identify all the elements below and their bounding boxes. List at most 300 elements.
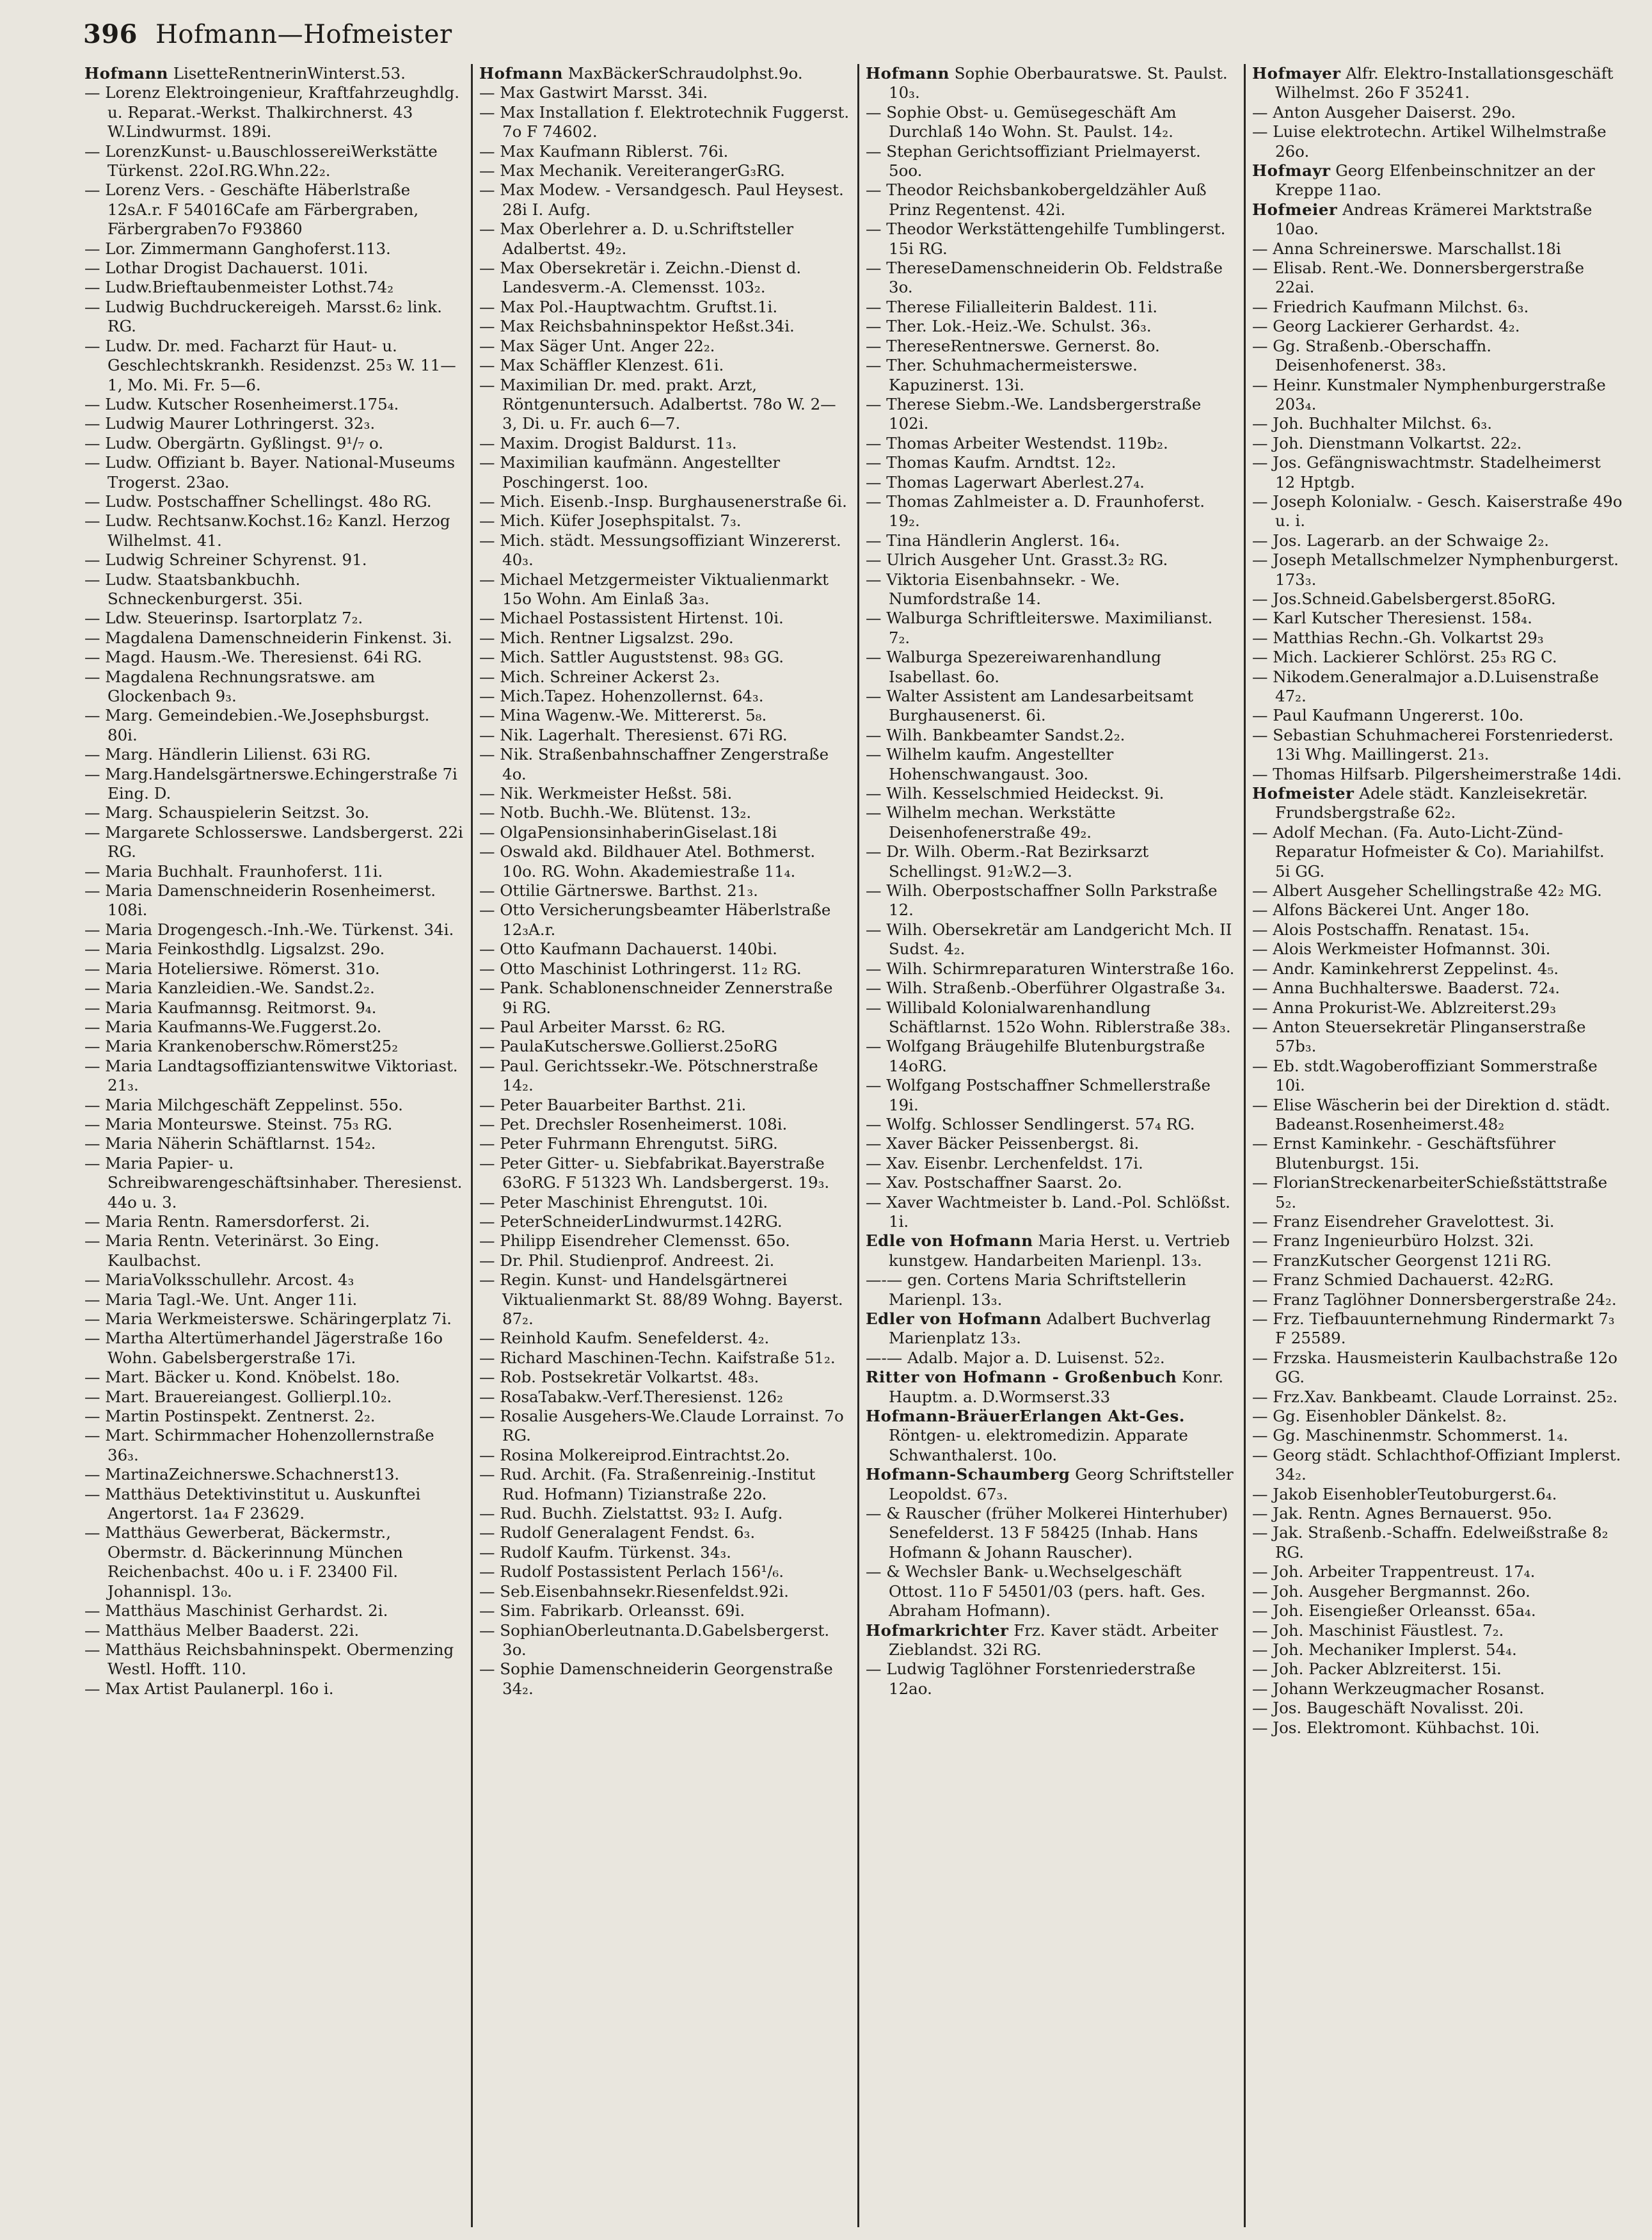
directory-entry (866, 570, 1236, 609)
directory-entry (1252, 1309, 1624, 1348)
directory-entry (84, 1212, 463, 1231)
directory-entry (1252, 122, 1624, 161)
directory-entry (479, 979, 850, 1018)
entry-text: — Mich. Sattler Auguststenst. 98₃ GG. (479, 648, 784, 667)
directory-entry (479, 83, 850, 102)
entry-text: — Richard Maschinen-Techn. Kaifstraße 51₂. (479, 1348, 836, 1367)
entry-text: — Ludw.Brieftaubenmeister Lothst.74₂ (84, 278, 394, 297)
entry-text: — Rosalie Ausgehers-We.Claude Lorrainst. 7o RG. (479, 1407, 844, 1445)
entry-text: — Pet. Drechsler Rosenheimerst. 108i. (479, 1114, 788, 1133)
entry-text: — Wilh. Kesselschmied Heideckst. 9i. (866, 784, 1164, 803)
surname-heading: Hofmayr (1252, 161, 1331, 180)
directory-entry (479, 64, 850, 83)
directory-entry (84, 648, 463, 667)
entry-text: — Maria Monteurswe. Steinst. 75₃ RG. (84, 1114, 393, 1133)
directory-entry (84, 434, 463, 453)
directory-entry (1252, 765, 1624, 784)
directory-entry (866, 1231, 1236, 1270)
directory-entry (1252, 900, 1624, 920)
directory-entry (866, 920, 1236, 959)
directory-entry (479, 570, 850, 609)
directory-entry (1252, 259, 1624, 298)
directory-entry (479, 648, 850, 667)
directory-entry (1252, 628, 1624, 648)
entry-text: — Ludwig Schreiner Schyrenst. 91. (84, 550, 367, 570)
entry-text: — Walburga Schriftleiterswe. Maximilianst. 7₂. (866, 609, 1213, 647)
entry-text: — Wolfg. Schlosser Sendlingerst. 57₄ RG. (866, 1114, 1195, 1133)
entry-text: — Theodor Reichsbankobergeldzähler Auß Prinz Regentenst. 42i. (866, 180, 1207, 219)
entry-text: — Heinr. Kunstmaler Nymphenburgerstraße 203₄. (1252, 375, 1606, 413)
entry-text: — Mich. städt. Messungsoffiziant Winzererst. 40₃. (479, 531, 841, 570)
entry-text: — Matthäus Maschinist Gerhardst. 2i. (84, 1601, 388, 1620)
entry-text: — Xaver Wachtmeister b. Land.-Pol. Schlößst. 1i. (866, 1192, 1230, 1231)
directory-entry (479, 784, 850, 803)
directory-entry (866, 1621, 1236, 1660)
running-title: Hofmann—Hofmeister (155, 20, 452, 49)
directory-entry (1252, 337, 1624, 376)
directory-entry (84, 395, 463, 414)
directory-entry (479, 259, 850, 298)
entry-text: — Mich. Schreiner Ackerst 2₃. (479, 667, 720, 686)
directory-entry (1252, 434, 1624, 453)
directory-entry (1252, 1270, 1624, 1290)
entry-text: — Mich. Lackierer Schlörst. 25₃ RG C. (1252, 648, 1557, 667)
entry-text: — Jak. Straßenb.-Schaffn. Edelweißstraße 8₂ RG. (1252, 1523, 1608, 1562)
entry-text: — Lorenz Vers. - Geschäfte Häberlstraße 12sA.r. F 54016Cafe am Färbergraben, Färbergraben7o F93860 (84, 180, 419, 239)
entry-text: — Seb.Eisenbahnsekr.Riesenfeldst.92i. (479, 1581, 789, 1601)
entry-text: — Ludw. Staatsbankbuchh. Schneckenburgerst. 35i. (84, 570, 303, 608)
entry-text: — Wilh. Oberpostschaffner Solln Parkstraße 12. (866, 881, 1218, 920)
directory-entry (866, 298, 1236, 317)
entry-text: Frz. Kaver städt. Arbeiter Zieblandst. 32i RG. (889, 1620, 1218, 1659)
directory-entry (479, 434, 850, 453)
entry-text: — Eb. stdt.Wagoberoffiziant Sommerstraße 10i. (1252, 1056, 1598, 1095)
entry-text: — Adolf Mechan. (Fa. Auto-Licht-Zünd-Reparatur Hofmeister & Co). Mariahilfst. 5i GG. (1252, 822, 1605, 881)
entry-text: — Matthäus Detektivinstitut u. Auskunftei Angertorst. 1a₄ F 23629. (84, 1484, 421, 1523)
entry-text: — Joh. Arbeiter Trappentreust. 17₄. (1252, 1562, 1536, 1581)
directory-entry (866, 103, 1236, 142)
directory-entry (866, 356, 1236, 395)
surname-heading: Hofmann (479, 64, 563, 83)
entry-text: — & Rauscher (früher Molkerei Hinterhuber) Senefelderst. 13 F 58425 (Inhab. Hans Hofmann & Johann Rauscher). (866, 1504, 1228, 1562)
entry-text: — Joh. Mechaniker Implerst. 54₄. (1252, 1640, 1517, 1659)
entry-text: — Maria Rentn. Veterinärst. 3o Eing. Kaulbachst. (84, 1231, 379, 1270)
directory-entry (479, 1115, 850, 1134)
entry-text: — Anna Buchhalterswe. Baaderst. 72₄. (1252, 979, 1561, 998)
entry-text: — Joh. Maschinist Fäustlest. 7₂. (1252, 1620, 1504, 1640)
directory-entry (866, 1348, 1236, 1368)
entry-text: — Rud. Archit. (Fa. Straßenreinig.-Institut Rud. Hofmann) Tizianstraße 22o. (479, 1465, 816, 1503)
directory-entry (479, 1388, 850, 1407)
entry-text: — Thomas Hilfsarb. Pilgersheimerstraße 14di. (1252, 764, 1622, 783)
entry-text: — Wilhelm kaufm. Angestellter Hohenschwangaust. 3oo. (866, 745, 1114, 783)
directory-entry (1252, 492, 1624, 531)
entry-text: — Oswald akd. Bildhauer Atel. Bothmerst. 10o. RG. Wohn. Akademiestraße 11₄. (479, 842, 816, 881)
directory-entry (479, 1562, 850, 1581)
entry-text: — Gg. Eisenhobler Dänkelst. 8₂. (1252, 1407, 1507, 1426)
entry-text: — Otto Kaufmann Dachauerst. 140bi. (479, 940, 777, 959)
directory-entry (479, 1096, 850, 1115)
directory-entry (1252, 1426, 1624, 1445)
directory-entry (479, 1504, 850, 1523)
surname-heading: Hofmeister (1252, 784, 1354, 803)
entry-text: — Ludw. Obergärtn. Gyßlingst. 9¹/₇ o. (84, 433, 384, 452)
directory-entry (1252, 1485, 1624, 1504)
directory-entry (479, 298, 850, 317)
directory-entry (866, 1270, 1236, 1309)
directory-entry (84, 1037, 463, 1056)
entry-text: — Walter Assistent am Landesarbeitsamt Burghausenerst. 6i. (866, 687, 1194, 725)
directory-entry (1252, 1096, 1624, 1135)
entry-text: — Georg städt. Schlachthof-Offiziant Implerst. 34₂. (1252, 1445, 1621, 1484)
entry-text: — Georg Lackierer Gerhardst. 4₂. (1252, 317, 1520, 336)
entry-text: — Peter Maschinist Ehrengutst. 10i. (479, 1192, 768, 1212)
directory-entry (1252, 103, 1624, 122)
directory-entry (479, 1154, 850, 1193)
entry-text: — Mina Wagenw.-We. Mittererst. 5₈. (479, 706, 767, 725)
directory-entry (479, 1212, 850, 1231)
directory-entry (479, 1018, 850, 1037)
entry-text: — Matthäus Reichsbahninspekt. Obermenzing Westl. Hofft. 110. (84, 1640, 454, 1679)
entry-text: — Ludwig Taglöhner Forstenriederstraße 12ao. (866, 1660, 1196, 1698)
directory-entry (479, 1543, 850, 1562)
entry-text: — Mich.Tapez. Hohenzollernst. 64₃. (479, 687, 764, 705)
entry-text: — Maria Tagl.-We. Unt. Anger 11i. (84, 1290, 358, 1309)
entry-text: MaxBäckerSchraudolphst.9o. (568, 64, 803, 83)
entry-text: — SophianOberleutnanta.D.Gabelsbergerst. 3o. (479, 1620, 830, 1659)
directory-entry (84, 1329, 463, 1368)
directory-entry (479, 337, 850, 356)
entry-text: — Margarete Schlosserswe. Landsbergerst. 22i RG. (84, 822, 463, 861)
directory-entry (479, 356, 850, 375)
entry-text: — Max Schäffler Klenzest. 61i. (479, 356, 724, 375)
directory-entry (866, 1037, 1236, 1076)
directory-entry (84, 1096, 463, 1115)
entry-text: — Max Säger Unt. Anger 22₂. (479, 336, 715, 355)
directory-entry (1252, 1718, 1624, 1738)
directory-entry (1252, 64, 1624, 103)
directory-entry (479, 959, 850, 979)
entry-text: Georg Schriftsteller Leopoldst. 67₃. (889, 1465, 1234, 1503)
directory-entry (866, 998, 1236, 1037)
entry-text: — Xav. Eisenbr. Lerchenfeldst. 17i. (866, 1153, 1143, 1172)
directory-entry (84, 706, 463, 745)
entry-text: — Jakob EisenhoblerTeutoburgerst.6₄. (1252, 1484, 1557, 1503)
directory-entry (866, 434, 1236, 453)
directory-entry (1252, 1348, 1624, 1388)
directory-entry (866, 64, 1236, 103)
directory-entry (84, 745, 463, 764)
entry-text: — Nikodem.Generalmajor a.D.Luisenstraße 47₂. (1252, 667, 1599, 705)
entry-text: — Sim. Fabrikarb. Orleansst. 69i. (479, 1601, 745, 1620)
directory-entry (84, 1523, 463, 1601)
directory-entry (866, 803, 1236, 842)
directory-entry (84, 668, 463, 707)
entry-text: — Thomas Arbeiter Westendst. 119b₂. (866, 433, 1168, 452)
directory-entry (479, 531, 850, 570)
entry-text: — Rosina Molkereiprod.Eintrachtst.2o. (479, 1445, 790, 1464)
directory-entry (479, 881, 850, 900)
directory-entry (866, 550, 1236, 570)
directory-entry (84, 511, 463, 550)
entry-text: — Thomas Lagerwart Aberlest.27₄. (866, 472, 1145, 492)
directory-entry (866, 745, 1236, 784)
directory-entry (1252, 550, 1624, 589)
entry-text: — Magdalena Rechnungsratswe. am Glockenbach 9₃. (84, 667, 376, 705)
entry-text: —-— Adalb. Major a. D. Luisenst. 52₂. (866, 1348, 1165, 1367)
entry-text: — Rud. Buchh. Zielstattst. 93₂ I. Aufg. (479, 1504, 783, 1523)
directory-entry (84, 1621, 463, 1640)
entry-text: — Maxim. Drogist Baldurst. 11₃. (479, 433, 737, 452)
directory-entry (866, 531, 1236, 550)
directory-entry (84, 959, 463, 979)
entry-text: — Maria Landtagsoffiziantenswitwe Viktoriast. 21₃. (84, 1056, 458, 1095)
entry-text: — MariaVolksschullehr. Arcost. 4₃ (84, 1270, 354, 1290)
directory-entry (84, 1134, 463, 1153)
directory-entry (479, 376, 850, 434)
directory-entry (866, 609, 1236, 648)
directory-column (1244, 64, 1632, 2227)
directory-entry (84, 862, 463, 881)
entry-text: — LorenzKunst- u.BauschlossereiWerkstätte Türkenst. 22oI.RG.Whn.22₂. (84, 141, 438, 180)
entry-text: — Jak. Rentn. Agnes Bernauerst. 95o. (1252, 1504, 1552, 1523)
directory-entry (479, 668, 850, 687)
entry-text: — Marg. Gemeindebien.-We.Josephsburgst. 80i. (84, 706, 430, 744)
entry-text: — FranzKutscher Georgenst 121i RG. (1252, 1251, 1552, 1270)
entry-text: — Nik. Werkmeister Heßst. 58i. (479, 784, 733, 803)
directory-entry (866, 1076, 1236, 1115)
entry-text: — Lorenz Elektroingenieur, Kraftfahrzeughdlg. u. Reparat.-Werkst. Thalkirchnerst. 43 W.Lindwurmst. 189i. (84, 83, 459, 141)
directory-entry (84, 609, 463, 628)
directory-entry (866, 1309, 1236, 1348)
entry-text: Adele städt. Kanzleisekretär. Frundsbergstraße 62₂. (1275, 784, 1588, 822)
directory-entry (479, 706, 850, 725)
entry-text: — Xav. Postschaffner Saarst. 2o. (866, 1173, 1122, 1192)
directory-entry (84, 83, 463, 141)
entry-text: — Joh. Buchhalter Milchst. 6₃. (1252, 414, 1493, 433)
entry-text: — Wilh. Obersekretär am Landgericht Mch. II Sudst. 4₂. (866, 920, 1232, 959)
directory-entry (1252, 1523, 1624, 1562)
directory-entry (84, 64, 463, 83)
directory-entry (866, 979, 1236, 998)
directory-entry (1252, 940, 1624, 959)
entry-text: — Marg. Schauspielerin Seitzst. 3o. (84, 803, 370, 822)
entry-text: — Marg.Handelsgärtnerswe.Echingerstraße 7i Eing. D. (84, 764, 457, 803)
entry-text: — Maria Hoteliersiwe. Römerst. 31o. (84, 959, 380, 978)
directory-entry (1252, 531, 1624, 550)
directory-column (84, 64, 471, 2227)
surname-heading: Hofmann-BräuerErlangen Akt-Ges. (866, 1407, 1185, 1426)
directory-entry (84, 1154, 463, 1212)
directory-entry (1252, 1018, 1624, 1057)
surname-heading: Hofmann-Schaumberg (866, 1465, 1070, 1484)
entry-text: — Philipp Eisendreher Clemensst. 65o. (479, 1231, 790, 1251)
entry-text: — Joh. Packer Ablzreiterst. 15i. (1252, 1660, 1502, 1679)
directory-entry (84, 142, 463, 181)
directory-entry (84, 298, 463, 337)
entry-text: — Mart. Schirmmacher Hohenzollernstraße 36₃. (84, 1426, 434, 1464)
directory-entry (1252, 589, 1624, 609)
entry-text: — Joseph Metallschmelzer Nymphenburgerst. 173₃. (1252, 550, 1619, 589)
directory-entry (866, 453, 1236, 472)
directory-entry (866, 259, 1236, 298)
directory-entry (1252, 1699, 1624, 1718)
entry-text: — Joh. Ausgeher Bergmannst. 26o. (1252, 1581, 1530, 1601)
entry-text: — Albert Ausgeher Schellingstraße 42₂ MG. (1252, 881, 1602, 900)
entry-text: — Max Installation f. Elektrotechnik Fuggerst. 7o F 74602. (479, 102, 850, 141)
entry-text: — Matthias Rechn.-Gh. Volkartst 29₃ (1252, 628, 1544, 647)
entry-text: — Karl Kutscher Theresienst. 158₄. (1252, 609, 1532, 628)
directory-entry (479, 220, 850, 259)
directory-entry (479, 745, 850, 784)
entry-text: — Viktoria Eisenbahnsekr. - We. Numfordstraße 14. (866, 570, 1120, 608)
directory-entry (479, 161, 850, 180)
entry-text: — PaulaKutscherswe.Gollierst.25oRG (479, 1037, 778, 1056)
entry-text: Andreas Krämerei Marktstraße 10ao. (1275, 200, 1592, 239)
directory-entry (84, 180, 463, 239)
entry-text: Georg Elfenbeinschnitzer an der Kreppe 11ao. (1275, 161, 1595, 200)
entry-text: — Sebastian Schuhmacherei Forstenriederst. 13i Whg. Maillingerst. 21₃. (1252, 725, 1614, 764)
surname-heading: Hofmann (866, 64, 949, 83)
directory-entry (866, 881, 1236, 920)
directory-entry (479, 1523, 850, 1542)
entry-text: — Wolfgang Bräugehilfe Blutenburgstraße 14oRG. (866, 1037, 1205, 1075)
directory-entry (479, 1407, 850, 1446)
directory-entry (1252, 1621, 1624, 1640)
entry-text: — Maria Papier- u. Schreibwarengeschäftsinhaber. Theresienst. 44o u. 3. (84, 1153, 463, 1212)
directory-entry (866, 220, 1236, 259)
directory-entry (84, 1679, 463, 1699)
entry-text: — Lor. Zimmermann Ganghoferst.113. (84, 239, 391, 258)
directory-entry (1252, 298, 1624, 317)
entry-text: — Elisab. Rent.-We. Donnersbergerstraße 22ai. (1252, 259, 1584, 297)
directory-entry (479, 317, 850, 336)
entry-text: — Joh. Eisengießer Orleansst. 65a₄. (1252, 1601, 1536, 1620)
entry-text: — Max Modew. - Versandgesch. Paul Heysest. 28i I. Aufg. (479, 180, 844, 219)
directory-entry (1252, 1231, 1624, 1251)
entry-text: — Maria Buchhalt. Fraunhoferst. 11i. (84, 861, 383, 881)
entry-text: — Otto Versicherungsbeamter Häberlstraße 12₃A.r. (479, 900, 831, 939)
entry-text: — Thomas Zahlmeister a. D. Fraunhoferst. 19₂. (866, 492, 1205, 531)
directory-entry (1252, 823, 1624, 881)
entry-text: — Peter Fuhrmann Ehrengutst. 5iRG. (479, 1134, 778, 1153)
directory-entry (84, 453, 463, 492)
entry-text: — PeterSchneiderLindwurmst.142RG. (479, 1212, 782, 1231)
entry-text: Alfr. Elektro-Installationsgeschäft Wilhelmst. 26o F 35241. (1275, 64, 1614, 102)
directory-entry (84, 765, 463, 804)
directory-entry (1252, 959, 1624, 979)
directory-entry (84, 1057, 463, 1096)
entry-text: — Maximilian kaufmänn. Angestellter Poschingerst. 1oo. (479, 453, 781, 492)
directory-entry (1252, 1057, 1624, 1096)
surname-heading: Hofmayer (1252, 64, 1341, 83)
entry-text: LisetteRentnerinWinterst.53. (173, 64, 406, 83)
directory-entry (84, 881, 463, 920)
directory-entry (84, 920, 463, 940)
entry-text: — Maria Drogengesch.-Inh.-We. Türkenst. 34i. (84, 920, 454, 939)
directory-entry (866, 1134, 1236, 1153)
entry-text: — Walburga Spezereiwarenhandlung Isabellast. 6o. (866, 648, 1161, 686)
directory-entry (479, 103, 850, 142)
entry-text: —-— gen. Cortens Maria Schriftstellerin Marienpl. 13₃. (866, 1270, 1187, 1309)
directory-entry (1252, 239, 1624, 259)
entry-text: — Wilhelm mechan. Werkstätte Deisenhofenerstraße 49₂. (866, 803, 1116, 842)
entry-text: — Ludwig Maurer Lothringerst. 32₃. (84, 414, 376, 433)
directory-entry (479, 1270, 850, 1329)
entry-text: Adalbert Buchverlag Marienplatz 13₃. (889, 1309, 1211, 1348)
entry-text: — Matthäus Melber Baaderst. 22i. (84, 1620, 360, 1640)
directory-entry (1252, 376, 1624, 415)
entry-text: — Martin Postinspekt. Zentnerst. 2₂. (84, 1407, 376, 1426)
entry-text: — Magd. Hausm.-We. Theresienst. 64i RG. (84, 648, 422, 667)
directory-entry (479, 1329, 850, 1348)
entry-text: — Max Pol.-Hauptwachtm. Gruftst.1i. (479, 297, 778, 316)
directory-entry (479, 823, 850, 842)
entry-text: — OlgaPensionsinhaberinGiselast.18i (479, 822, 777, 842)
directory-entry (84, 1640, 463, 1679)
directory-entry (84, 1018, 463, 1037)
directory-entry (84, 1368, 463, 1387)
directory-entry (479, 1251, 850, 1270)
directory-entry (1252, 161, 1624, 200)
directory-entry (84, 1465, 463, 1484)
entry-text: — Nik. Straßenbahnschaffner Zengerstraße 4o. (479, 745, 829, 783)
entry-text: — Sophie Obst- u. Gemüsegeschäft Am Durchlaß 14o Wohn. St. Paulst. 14₂. (866, 102, 1177, 141)
entry-text: — TheresеDamenschneiderin Ob. Feldstraße 3o. (866, 259, 1223, 297)
directory-entry (84, 823, 463, 862)
directory-entry (866, 1154, 1236, 1173)
directory-entry (1252, 998, 1624, 1018)
directory-entry (479, 453, 850, 492)
directory-entry (84, 1290, 463, 1309)
directory-entry (479, 628, 850, 648)
directory-entry (479, 1582, 850, 1601)
entry-text: — Lothar Drogist Dachauerst. 101i. (84, 259, 369, 278)
directory-entry (479, 803, 850, 822)
entry-text: — Max Reichsbahninspektor Heßst.34i. (479, 317, 795, 336)
directory-entry (84, 1388, 463, 1407)
entry-text: — ThereseRentnerswe. Gernerst. 8o. (866, 336, 1160, 355)
directory-entry (84, 1426, 463, 1465)
directory-entry (1252, 317, 1624, 336)
directory-entry (479, 726, 850, 745)
directory-entry (479, 1037, 850, 1056)
entry-text: — Max Oberlehrer a. D. u.Schriftsteller Adalbertst. 49₂. (479, 220, 794, 258)
entry-text: — Ludw. Rechtsanw.Kochst.16₂ Kanzl. Herzog Wilhelmst. 41. (84, 511, 450, 550)
entry-text: — Ludw. Postschaffner Schellingst. 48o RG. (84, 492, 432, 511)
entry-text: — Maria Milchgeschäft Zeppelinst. 55o. (84, 1095, 403, 1114)
directory-entry (866, 1465, 1236, 1504)
directory-entry (84, 570, 463, 609)
entry-text: — Ludw. Kutscher Rosenheimerst.175₄. (84, 394, 399, 413)
entry-text: — Nik. Lagerhalt. Theresienst. 67i RG. (479, 725, 788, 744)
entry-text: — Franz Taglöhner Donnersbergerstraße 24₂. (1252, 1290, 1617, 1309)
entry-text: — Ther. Lok.-Heiz.-We. Schulst. 36₃. (866, 317, 1152, 336)
entry-text: — Wilh. Straßenb.-Oberführer Olgastraße 3₄. (866, 979, 1226, 998)
surname-heading: Ritter von Hofmann - Großenbuch (866, 1368, 1177, 1387)
directory-entry (866, 1368, 1236, 1407)
entry-text: — Therese Siebm.-We. Landsbergerstraße 102i. (866, 394, 1202, 433)
directory-entry (479, 1193, 850, 1212)
directory-entry (1252, 1640, 1624, 1660)
directory-entry (84, 239, 463, 259)
directory-entry (1252, 1679, 1624, 1699)
directory-entry (479, 1621, 850, 1660)
entry-text: — Wolfgang Postschaffner Schmellerstraße 19i. (866, 1076, 1211, 1114)
entry-text: — Maria Kanzleidien.-We. Sandst.2₂. (84, 979, 375, 998)
entry-text: — FlorianStreckenarbeiterSchießstättstraße 5₂. (1252, 1173, 1608, 1212)
directory-entry (84, 259, 463, 278)
